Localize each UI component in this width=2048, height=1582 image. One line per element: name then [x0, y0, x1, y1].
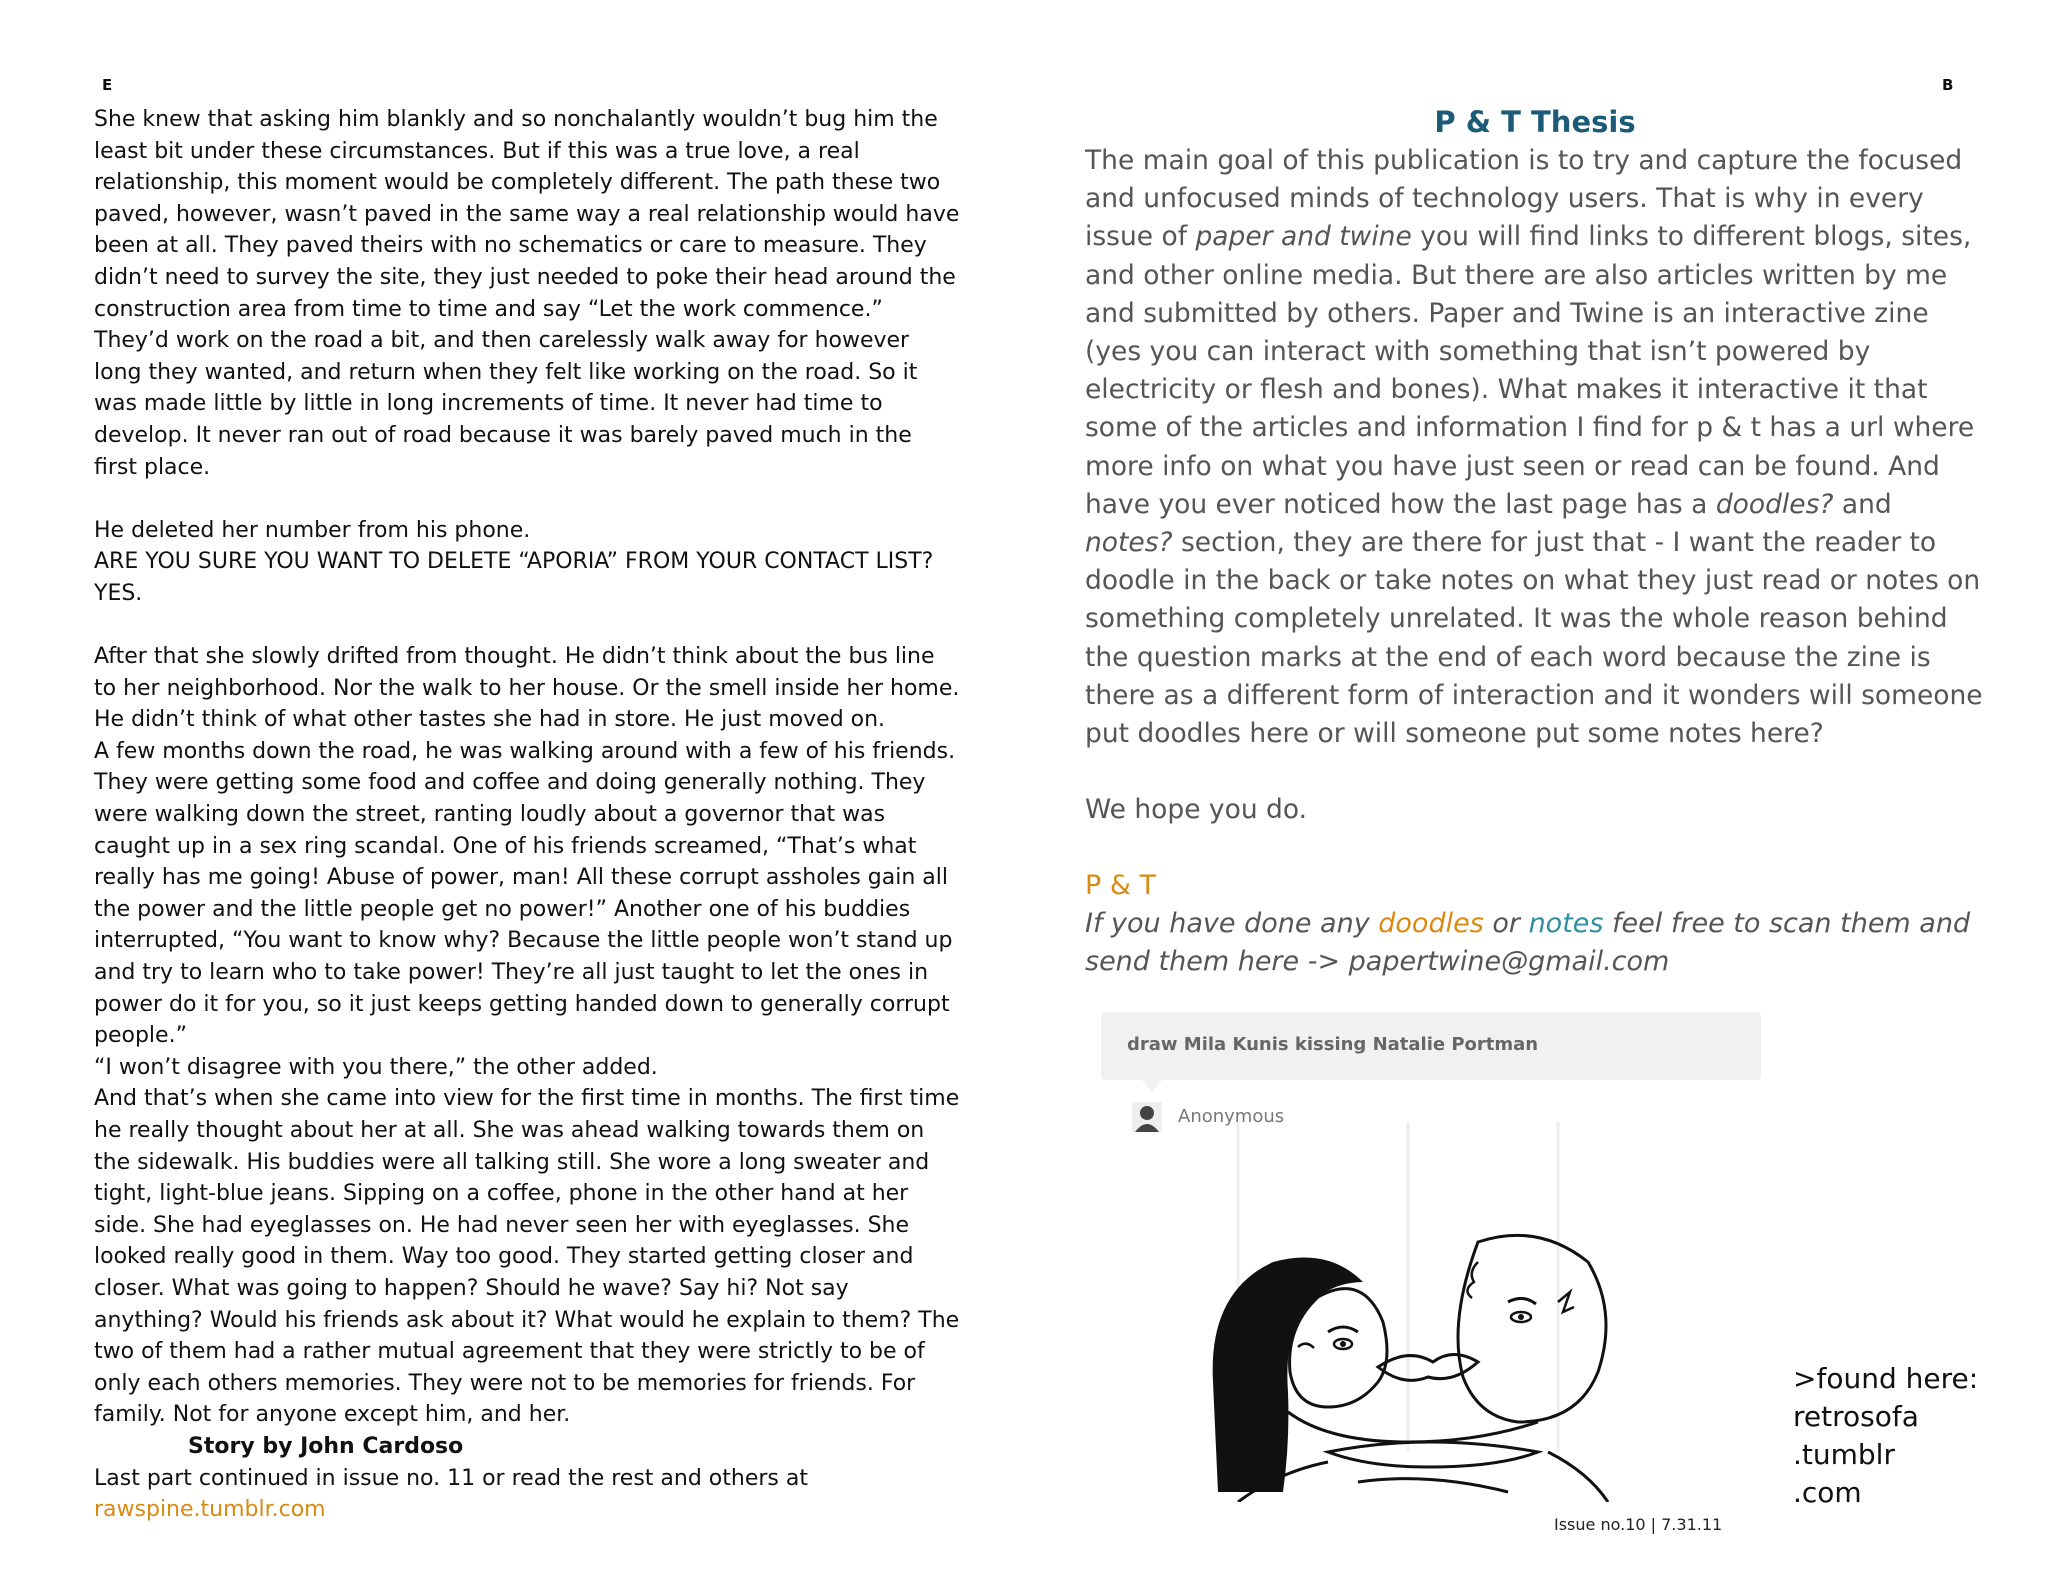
- question-text: draw Mila Kunis kissing Natalie Portman: [1127, 1034, 1539, 1055]
- doodles-word: doodles: [1378, 908, 1484, 940]
- notes-word: notes: [1528, 908, 1604, 940]
- question-tail: [1142, 1080, 1162, 1092]
- paragraph-gap: [94, 483, 960, 515]
- story-paragraph: ARE YOU SURE YOU WANT TO DELETE “APORIA” FROM YOUR CONTACT LIST?: [94, 549, 934, 575]
- story-column: [94, 104, 960, 1526]
- scan-text: feel free to scan them and send them here -> papertwine@gmail.com: [1085, 908, 1971, 978]
- thesis-title: P & T Thesis: [1434, 105, 1636, 139]
- page-letter-left: E: [102, 76, 114, 94]
- story-paragraph: A few months down the road, he was walking around with a few of his friends. They were getting some food and coffee and doing generally nothing. They were walking down the street, ranting loudly about a governor that was caught up in a sex ring scandal. One of his friends screamed, “That’s what really has me going! Abuse of power, man! All these corrupt assholes gain all the power and the little people get no power!” Another one of his buddies interrupted, “You want to know why? Because the little people won’t stand up and try to learn who to take power! They’re all just taught to let the ones in power do it for you, so it just keeps getting handed down to generally corrupt people.”: [94, 738, 956, 1049]
- story-byline: Story by John Cardoso: [188, 1433, 464, 1459]
- found-here-line: >found here:: [1793, 1362, 1979, 1395]
- thesis-text: section, they are there for just that - I want the reader to doodle in the back or take notes on what they just read or notes on something completely unrelated. It was the whole reason behind the question marks at the end of each word because the zine is there as a different form of interaction and it wonders will someone put doodles here or will someone put some notes here?: [1085, 527, 1983, 750]
- anonymous-avatar-icon: [1132, 1102, 1162, 1132]
- thesis-italic: notes?: [1085, 527, 1173, 559]
- scan-text: or: [1483, 908, 1529, 940]
- story-paragraph: YES.: [94, 580, 143, 606]
- found-here-line[interactable]: .com: [1793, 1476, 1862, 1509]
- thesis-column: [1085, 102, 1985, 981]
- question-box: [1101, 1012, 1761, 1080]
- kiss-drawing-icon: [1178, 1122, 1698, 1502]
- paragraph-gap: [94, 610, 960, 642]
- thesis-body: [1085, 142, 1985, 753]
- anonymous-user: Anonymous: [1178, 1106, 1285, 1127]
- found-here-note: [1793, 1360, 1978, 1512]
- story-paragraph: “I won’t disagree with you there,” the other added.: [94, 1054, 658, 1080]
- thesis-text: The main goal of this publication is to try and capture the focused and unfocused minds of technology users. That is why in every issue of: [1085, 145, 1963, 253]
- story-paragraph: And that’s when she came into view for the first time in months. The first time he really thought about her at all. She was ahead walking towards them on the sidewalk. His buddies were all talking still. She wore a long sweater and tight, light-blue jeans. Sipping on a coffee, phone in the other hand at her side. She had eyeglasses on. He had never seen her with eyeglasses. She looked really good in them. Way too good. They started getting closer and closer. What was going to happen? Should he wave? Say hi? Not say anything? Would his friends ask about it? What would he explain to them? The two of them had a rather mutual agreement that they were strictly to be of only each others memories. They were not to be memories for friends. For family. Not for anyone except him, and her.: [94, 1086, 960, 1428]
- thesis-text: you will find links to different blogs, sites, and other online media. But there are also articles written by me and submitted by others. Paper and Twine is an interactive zine (yes you can interact with something that isn’t powered by electricity or flesh and bones). What makes it interactive it that some of the articles and information I find for p & t has a url where more info on what you have just seen or read can be found. And have you ever noticed how the last page has a: [1085, 221, 1975, 520]
- hope-line: We hope you do.: [1085, 794, 1308, 826]
- story-paragraph: He deleted her number from his phone.: [94, 517, 531, 543]
- thesis-italic: paper and twine: [1195, 221, 1412, 253]
- found-here-line[interactable]: retrosofa: [1793, 1400, 1919, 1433]
- signature: P & T: [1085, 870, 1156, 902]
- scan-note: [1085, 905, 1985, 981]
- story-link[interactable]: rawspine.tumblr.com: [94, 1497, 326, 1523]
- scan-text: If you have done any: [1085, 908, 1379, 940]
- issue-footer: Issue no.10 | 7.31.11: [1554, 1515, 1723, 1534]
- thesis-italic: doodles?: [1715, 488, 1834, 520]
- thesis-text: and: [1833, 488, 1892, 520]
- found-here-line[interactable]: .tumblr: [1793, 1438, 1895, 1471]
- story-paragraph: After that she slowly drifted from thought. He didn’t think about the bus line to her neighborhood. Nor the walk to her house. Or the smell inside her home. He didn’t think of what other tastes she had in store. He just moved on.: [94, 644, 960, 733]
- story-paragraph: She knew that asking him blankly and so nonchalantly wouldn’t bug him the least bit under these circumstances. But if this was a true love, a real relationship, this moment would be completely different. The path these two paved, however, wasn’t paved in the same way a real relationship would have been at all. They paved theirs with no schematics or care to measure. They didn’t need to survey the site, they just needed to poke their head around the construction area from time to time and say “Let the work commence.” They’d work on the road a bit, and then carelessly walk away for however long they wanted, and return when they felt like working on the road. So it was made little by little in long increments of time. It never had time to develop. It never ran out of road because it was barely paved much in the first place.: [94, 107, 960, 480]
- meme-image: [1098, 1012, 1766, 1502]
- story-continued: Last part continued in issue no. 11 or read the rest and others at: [94, 1465, 808, 1491]
- page-letter-right: B: [1942, 76, 1955, 94]
